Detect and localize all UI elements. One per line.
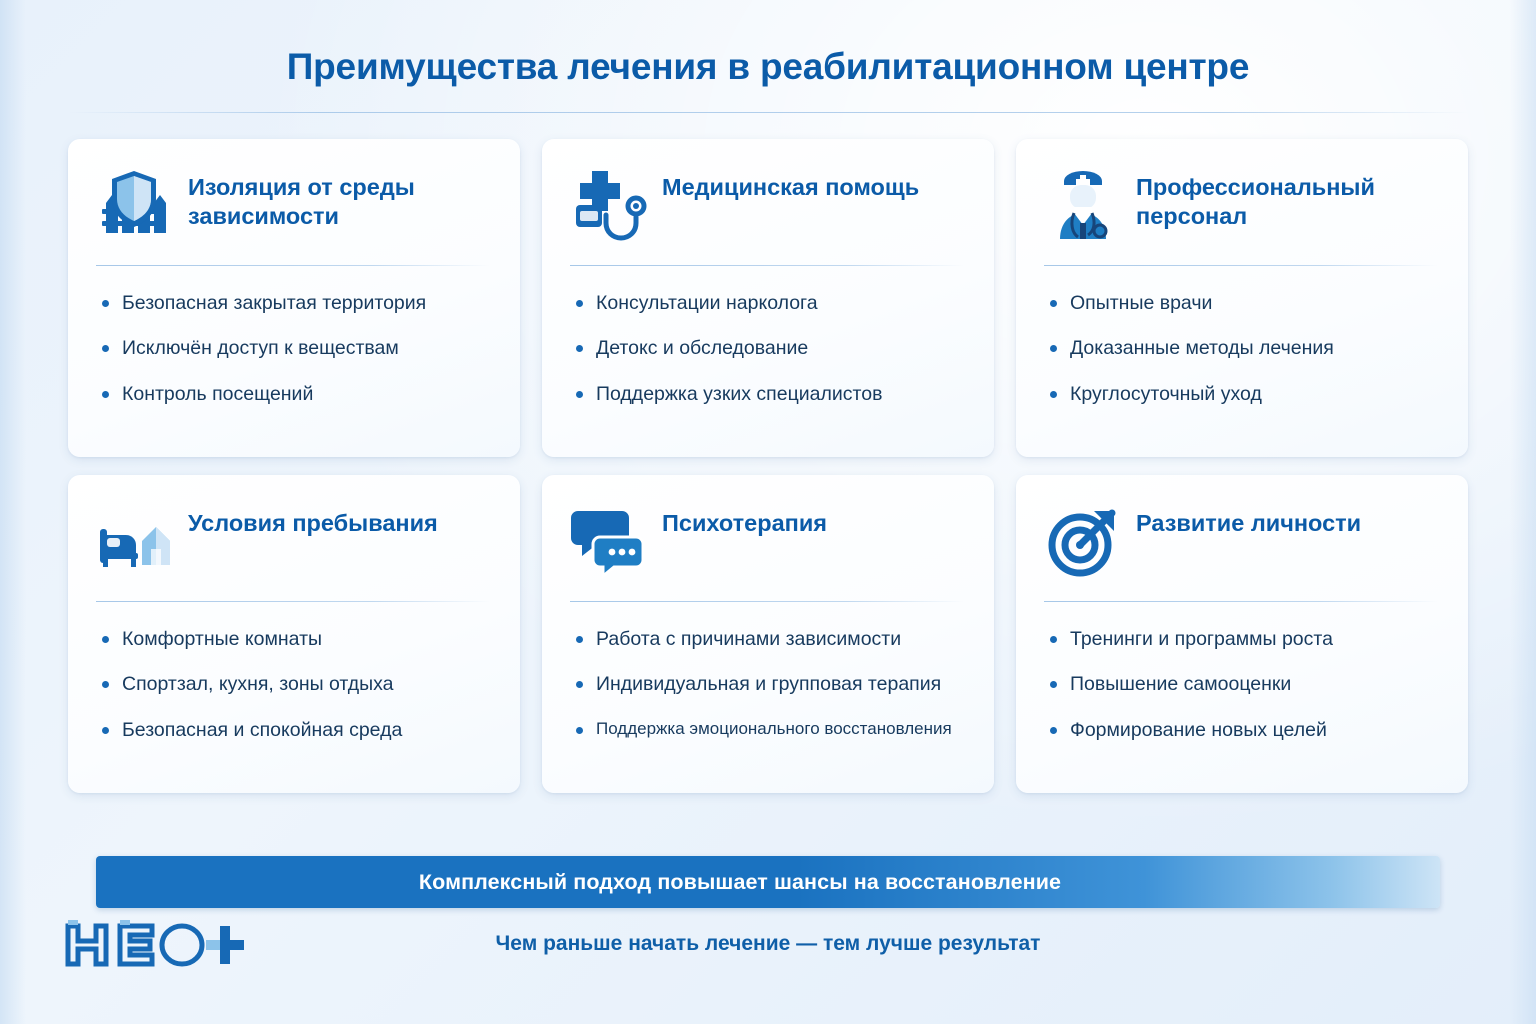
card-title: Профессиональный персонал [1136,174,1375,229]
list-item: Индивидуальная и групповая терапия [570,673,964,696]
card-title: Развитие личности [1136,510,1362,536]
list-item: Работа с причинами зависимости [570,628,964,651]
benefit-list [1044,628,1438,742]
list-item: Спортзал, кухня, зоны отдыха [96,673,490,696]
list-item: Поддержка эмоционального восстановления [570,719,964,739]
benefit-card-staff [1016,139,1468,457]
speech-bubbles-icon [570,501,648,579]
footer-banner-text: Комплексный подход повышает шансы на восстановление [418,869,1062,894]
list-item: Формирование новых целей [1044,719,1438,742]
card-title: Изоляция от среды зависимости [188,174,415,229]
list-item: Повышение самооценки [1044,673,1438,696]
card-divider [96,601,490,602]
footer [0,834,1536,1024]
benefit-list [570,292,964,406]
footer-subline: Чем раньше начать лечение — тем лучше результат [495,932,1041,955]
list-item: Исключён доступ к веществам [96,337,490,360]
benefit-card-medical [542,139,994,457]
logo [60,916,260,972]
target-arrow-icon [1044,501,1122,579]
shield-fence-icon [96,165,174,243]
list-item: Безопасная и спокойная среда [96,719,490,742]
benefit-card-personal-growth [1016,475,1468,793]
card-header [1044,165,1438,257]
list-item: Консультации нарколога [570,292,964,315]
card-title: Психотерапия [662,510,828,536]
card-title: Медицинская помощь [662,174,920,200]
list-item: Безопасная закрытая территория [96,292,490,315]
benefit-card-isolation [68,139,520,457]
card-title: Условия пребывания [188,510,438,536]
list-item: Доказанные методы лечения [1044,337,1438,360]
card-divider [1044,601,1438,602]
benefit-list [96,292,490,406]
list-item: Комфортные комнаты [96,628,490,651]
list-item: Тренинги и программы роста [1044,628,1438,651]
page-title: Преимущества лечения в реабилитационном центре [286,46,1250,87]
title-divider [68,112,1468,113]
benefit-card-psychotherapy [542,475,994,793]
neo-plus-logo-icon [60,916,260,972]
list-item: Контроль посещений [96,383,490,406]
doctor-icon [1044,165,1122,243]
benefits-grid [68,139,1468,793]
card-divider [96,265,490,266]
list-item: Детокс и обследование [570,337,964,360]
benefit-list [570,628,964,739]
footer-banner [96,856,1440,908]
card-header [96,165,490,257]
bed-house-icon [96,501,174,579]
card-header [1044,501,1438,593]
benefit-card-accommodation [68,475,520,793]
card-divider [570,601,964,602]
card-divider [1044,265,1438,266]
card-header [570,165,964,257]
list-item: Поддержка узких специалистов [570,383,964,406]
card-divider [570,265,964,266]
medical-cross-stethoscope-icon [570,165,648,243]
benefit-list [1044,292,1438,406]
card-header [96,501,490,593]
card-header [570,501,964,593]
list-item: Круглосуточный уход [1044,383,1438,406]
list-item: Опытные врачи [1044,292,1438,315]
benefit-list [96,628,490,742]
